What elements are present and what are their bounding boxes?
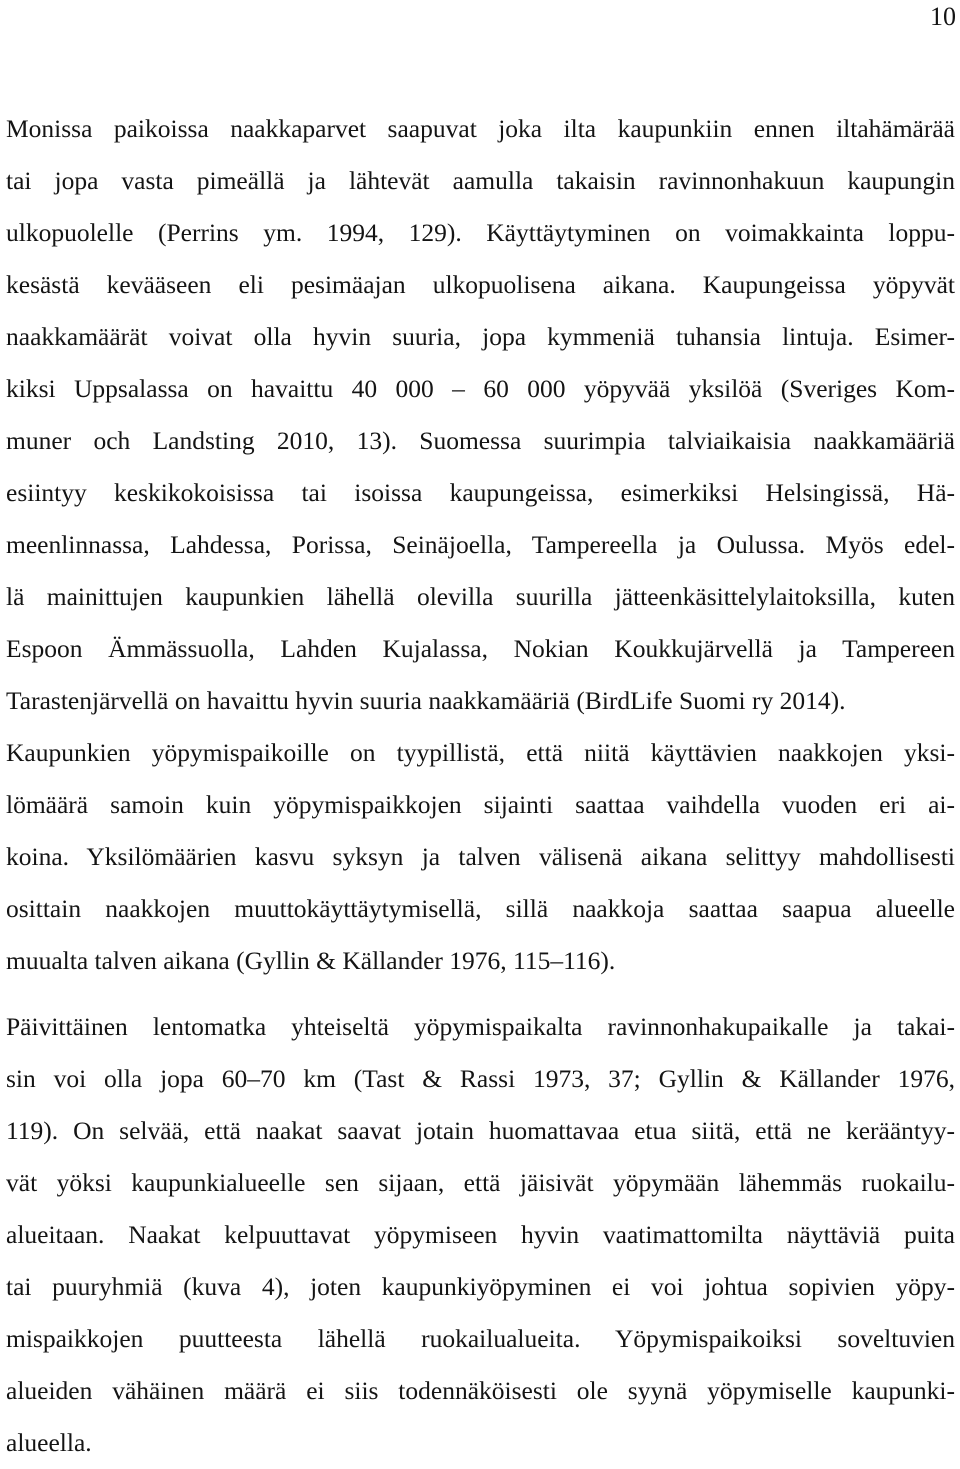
page-number: 10 <box>930 2 956 31</box>
text-line: sin voi olla jopa 60–70 km (Tast & Rassi 1973, 37; Gyllin & Källander 1976, <box>6 1064 955 1093</box>
text-line: osittain naakkojen muuttokäyttäytymisellä, sillä naakkoja saattaa saapua alueelle <box>6 894 955 923</box>
text-line: ulkopuolelle (Perrins ym. 1994, 129). Käyttäytyminen on voimakkainta loppu- <box>6 218 955 247</box>
text-line: muner och Landsting 2010, 13). Suomessa suurimpia talviaikaisia naakkamääriä <box>6 426 955 455</box>
paragraph-3 <box>6 1001 955 1469</box>
text-line: alueitaan. Naakat kelpuuttavat yöpymiseen hyvin vaatimattomilta näyttäviä puita <box>6 1220 955 1249</box>
text-line: alueella. <box>6 1428 92 1457</box>
text-line: esiintyy keskikokoisissa tai isoissa kaupungeissa, esimerkiksi Helsingissä, Hä- <box>6 478 955 507</box>
text-line: vät yöksi kaupunkialueelle sen sijaan, että jäisivät yöpymään lähemmäs ruokailu- <box>6 1168 955 1197</box>
text-line: Espoon Ämmässuolla, Lahden Kujalassa, Nokian Koukkujärvellä ja Tampereen <box>6 634 955 663</box>
text-line: Kaupunkien yöpymispaikoille on tyypillistä, että niitä käyttävien naakkojen yksi- <box>6 738 955 767</box>
paragraph-2 <box>6 727 955 987</box>
text-line: tai jopa vasta pimeällä ja lähtevät aamulla takaisin ravinnonhakuun kaupungin <box>6 166 955 195</box>
text-line: Tarastenjärvellä on havaittu hyvin suuria naakkamääriä (BirdLife Suomi ry 2014). <box>6 686 846 715</box>
text-line: mispaikkojen puutteesta lähellä ruokailualueita. Yöpymispaikoiksi soveltuvien <box>6 1324 955 1353</box>
text-line: koina. Yksilömäärien kasvu syksyn ja talven välisenä aikana selittyy mahdollisesti <box>6 842 955 871</box>
text-line: naakkamäärät voivat olla hyvin suuria, jopa kymmeniä tuhansia lintuja. Esimer- <box>6 322 955 351</box>
text-line: 119). On selvää, että naakat saavat jotain huomattavaa etua siitä, että ne kerääntyy- <box>6 1116 955 1145</box>
text-line: alueiden vähäinen määrä ei siis todennäköisesti ole syynä yöpymiselle kaupunki- <box>6 1376 955 1405</box>
text-line: Monissa paikoissa naakkaparvet saapuvat joka ilta kaupunkiin ennen iltahämärää <box>6 114 955 143</box>
text-line: muualta talven aikana (Gyllin & Källander 1976, 115–116). <box>6 946 616 975</box>
text-line: Päivittäinen lentomatka yhteiseltä yöpymispaikalta ravinnonhakupaikalle ja takai- <box>6 1012 955 1041</box>
text-line: lömäärä samoin kuin yöpymispaikkojen sijainti saattaa vaihdella vuoden eri ai- <box>6 790 955 819</box>
text-line: meenlinnassa, Lahdessa, Porissa, Seinäjoella, Tampereella ja Oulussa. Myös edel- <box>6 530 955 559</box>
paragraph-1 <box>6 103 955 727</box>
text-line: kesästä kevääseen eli pesimäajan ulkopuolisena aikana. Kaupungeissa yöpyvät <box>6 270 955 299</box>
text-line: lä mainittujen kaupunkien lähellä olevilla suurilla jätteenkäsittelylaitoksilla, kuten <box>6 582 955 611</box>
text-line: kiksi Uppsalassa on havaittu 40 000 – 60 000 yöpyvää yksilöä (Sveriges Kom- <box>6 374 955 403</box>
text-line: tai puuryhmiä (kuva 4), joten kaupunkiyöpyminen ei voi johtua sopivien yöpy- <box>6 1272 955 1301</box>
